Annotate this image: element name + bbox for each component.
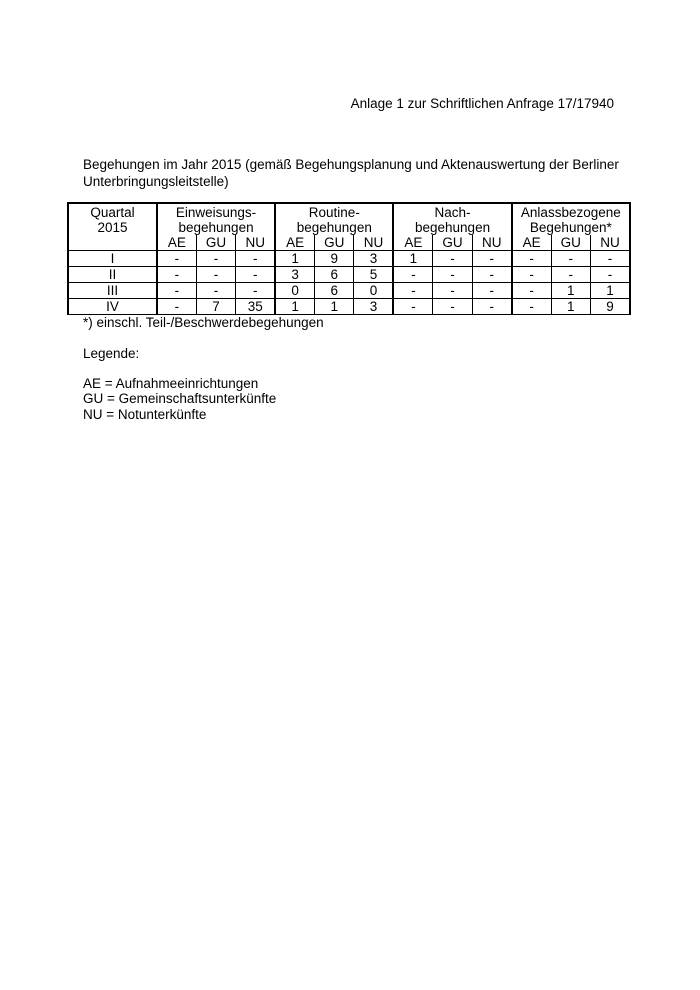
table-cell: 7 xyxy=(196,299,235,315)
table-cell: 9 xyxy=(590,299,630,315)
table-cell: - xyxy=(512,283,551,299)
table-cell: 1 xyxy=(315,299,354,315)
subheader-cell: GU xyxy=(433,235,472,251)
table-cell: - xyxy=(433,299,472,315)
quarter-cell: I xyxy=(68,251,157,267)
table-cell: - xyxy=(393,299,432,315)
table-cell: 3 xyxy=(354,251,393,267)
group-header-line1: Routine- xyxy=(308,205,360,220)
table-cell: 1 xyxy=(275,251,314,267)
group-header-routine xyxy=(275,203,393,235)
table-cell: - xyxy=(472,267,511,283)
legend xyxy=(83,346,276,422)
legend-item: GU = Gemeinschaftsunterkünfte xyxy=(83,391,277,406)
subheader-cell: NU xyxy=(236,235,275,251)
table-cell: - xyxy=(236,267,275,283)
quarter-cell: IV xyxy=(68,299,157,315)
table-cell: - xyxy=(512,299,551,315)
quarter-cell: III xyxy=(68,283,157,299)
table-cell: - xyxy=(236,251,275,267)
annex-label: Anlage 1 zur Schriftlichen Anfrage 17/17940 xyxy=(350,96,614,111)
table-cell: - xyxy=(472,251,511,267)
table-cell: - xyxy=(157,283,196,299)
group-header-line1: Anlassbezogene xyxy=(520,205,621,220)
table-cell: 1 xyxy=(590,283,630,299)
table-cell: 0 xyxy=(354,283,393,299)
table-cell: 1 xyxy=(393,251,432,267)
table-cell: - xyxy=(196,267,235,283)
table-cell: - xyxy=(590,267,630,283)
group-header-nach xyxy=(393,203,511,235)
table-cell: 35 xyxy=(236,299,275,315)
subheader-cell: NU xyxy=(354,235,393,251)
quarter-header xyxy=(68,203,157,251)
legend-item: NU = Notunterkünfte xyxy=(83,406,207,422)
quarter-header-line1: Quartal xyxy=(90,205,135,220)
subheader-cell: AE xyxy=(393,235,432,251)
table-cell: - xyxy=(551,251,590,267)
subheader-cell: NU xyxy=(472,235,511,251)
inspections-table xyxy=(67,202,631,315)
table-row xyxy=(68,251,630,267)
quarter-header-line2: 2015 xyxy=(97,220,128,235)
table-cell: - xyxy=(157,299,196,315)
table-cell: 3 xyxy=(354,299,393,315)
table-cell: 3 xyxy=(275,267,314,283)
table-cell: - xyxy=(393,283,432,299)
table-cell: 1 xyxy=(275,299,314,315)
table-cell: - xyxy=(196,283,235,299)
subheader-cell: AE xyxy=(512,235,551,251)
subheader-cell: GU xyxy=(196,235,235,251)
legend-item: AE = Aufnahmeeinrichtungen xyxy=(83,375,259,391)
table-cell: 6 xyxy=(315,267,354,283)
table-cell: - xyxy=(512,267,551,283)
table-row xyxy=(68,283,630,299)
table-cell: - xyxy=(551,267,590,283)
document-heading: Begehungen im Jahr 2015 (gemäß Begehungsplanung und Aktenauswertung der Berliner Unterbringungsleitstelle) xyxy=(83,157,619,189)
table-cell: 1 xyxy=(551,283,590,299)
footnote: *) einschl. Teil-/Beschwerdebegehungen xyxy=(83,315,324,330)
table-cell: 6 xyxy=(315,283,354,299)
quarter-cell: II xyxy=(68,267,157,283)
table-cell: - xyxy=(472,283,511,299)
table-header-row xyxy=(68,203,630,235)
table-cell: 1 xyxy=(551,299,590,315)
table-row xyxy=(68,267,630,283)
table-cell: - xyxy=(196,251,235,267)
table-cell: 0 xyxy=(275,283,314,299)
table-cell: 9 xyxy=(315,251,354,267)
table-cell: - xyxy=(433,251,472,267)
table-cell: - xyxy=(157,267,196,283)
group-header-line2: begehungen xyxy=(296,220,372,235)
group-header-einweisung xyxy=(157,203,275,235)
group-header-line2: begehungen xyxy=(178,220,254,235)
table-cell: 5 xyxy=(354,267,393,283)
group-header-line2: Begehungen* xyxy=(529,220,612,235)
table-cell: - xyxy=(236,283,275,299)
table-cell: - xyxy=(433,283,472,299)
subheader-cell: NU xyxy=(590,235,630,251)
subheader-cell: GU xyxy=(551,235,590,251)
table-cell: - xyxy=(433,267,472,283)
group-header-line1: Nach- xyxy=(434,205,471,220)
table-row xyxy=(68,299,630,315)
group-header-line2: begehungen xyxy=(415,220,491,235)
subheader-cell: AE xyxy=(275,235,314,251)
group-header-line1: Einweisungs- xyxy=(175,205,257,220)
table-cell: - xyxy=(472,299,511,315)
table-cell: - xyxy=(157,251,196,267)
table-cell: - xyxy=(512,251,551,267)
legend-title: Legende: xyxy=(83,346,140,361)
group-header-anlass xyxy=(512,203,630,235)
subheader-cell: AE xyxy=(157,235,196,251)
table-cell: - xyxy=(393,267,432,283)
table-cell: - xyxy=(590,251,630,267)
table-body xyxy=(68,251,630,315)
subheader-cell: GU xyxy=(315,235,354,251)
